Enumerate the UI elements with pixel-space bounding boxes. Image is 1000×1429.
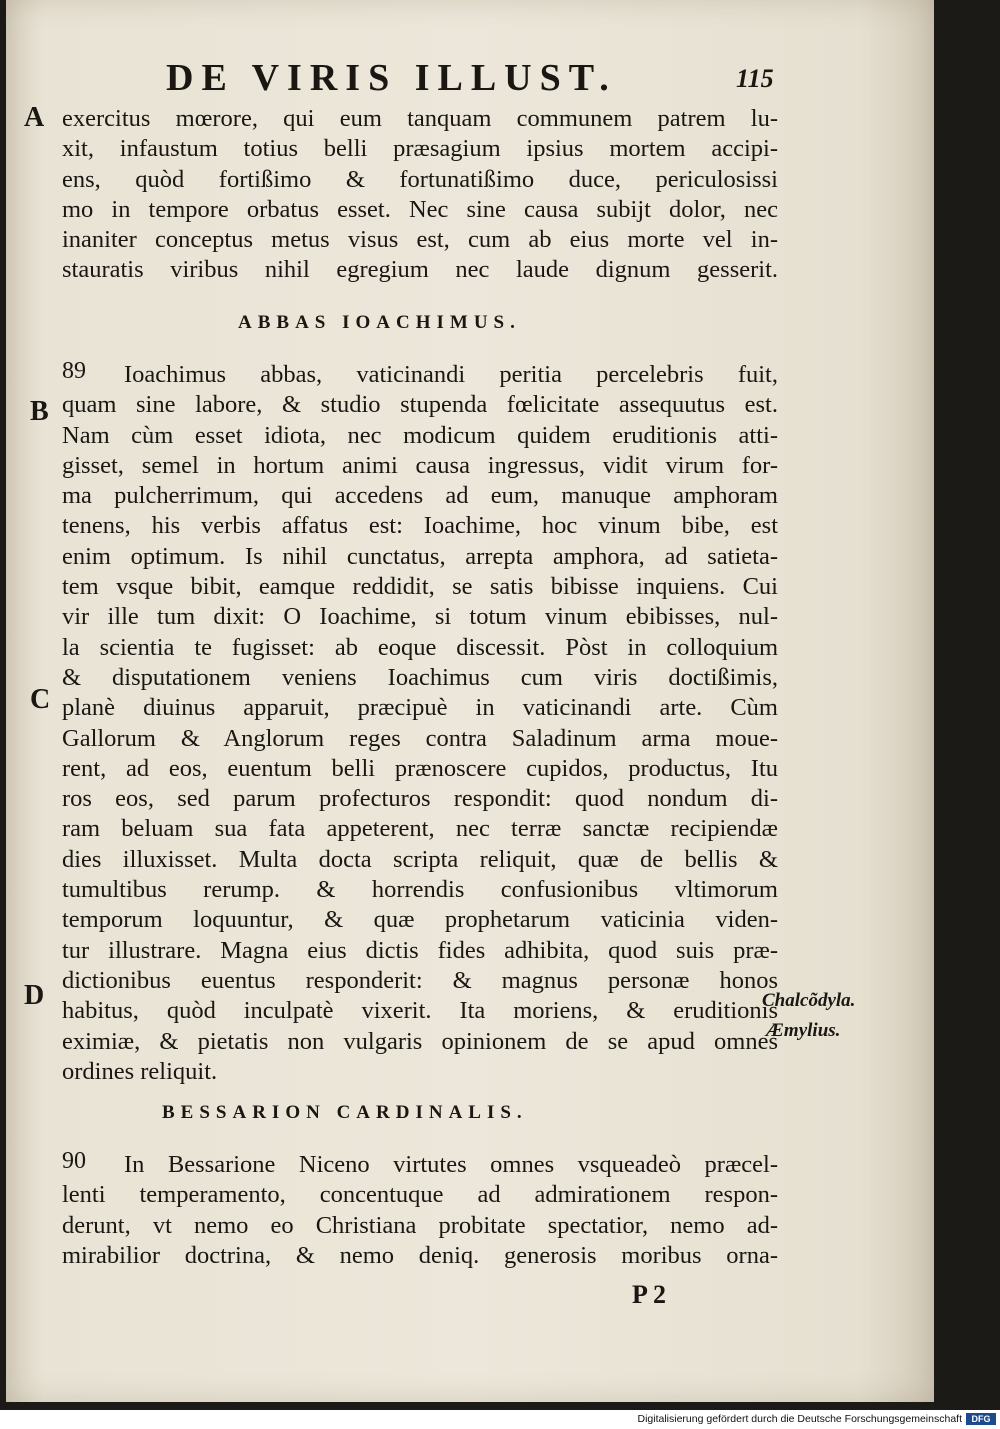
funding-credit: Digitalisierung gefördert durch die Deutsche Forschungsgemeinschaft (637, 1413, 962, 1425)
section-heading-bessarion-cardinalis: BESSARION CARDINALIS. (162, 1102, 528, 1123)
text-line: eximiæ, & pietatis non vulgaris opinionem de se apud omnes (62, 1027, 778, 1055)
text-line: ros eos, sed parum profecturos respondit: quod nondum di- (62, 785, 778, 813)
signature-mark: P 2 (632, 1280, 666, 1309)
text-line: stauratis viribus nihil egregium nec laude dignum gesserit. (62, 256, 778, 284)
text-line: quam sine labore, & studio stupenda fœlicitate assequutus est. (62, 391, 778, 419)
sidenote-chalcondyla: Chalcõdyla. (762, 990, 856, 1011)
section-heading-abbas-ioachimus: ABBAS IOACHIMUS. (238, 312, 521, 333)
text-line: inaniter conceptus metus visus est, cum ab eius morte vel in- (62, 226, 778, 254)
paragraph-block-2 (62, 360, 778, 1087)
sidenote-aemylius: Æmylius. (766, 1020, 841, 1041)
text-line: rent, ad eos, euentum belli prænoscere cupidos, productus, Itu (62, 754, 778, 782)
section-marker-b: B (30, 396, 49, 427)
text-line: In Bessarione Niceno virtutes omnes vsqueadeò præcel- (124, 1151, 778, 1178)
footer-bar (0, 1410, 1000, 1429)
text-line: Ioachimus abbas, vaticinandi peritia percelebris fuit, (124, 361, 778, 388)
text-line: mo in tempore orbatus esset. Nec sine causa subijt dolor, nec (62, 195, 778, 223)
text-line: planè diuinus apparuit, præcipuè in vaticinandi arte. Cùm (62, 694, 778, 722)
text-line: dictionibus euentus responderit: & magnus personæ honos (62, 966, 778, 994)
text-line: ram beluam sua fata appeterent, nec terræ sanctæ recipiendæ (62, 815, 778, 843)
text-line: la scientia te fugisset: ab eoque discessit. Pòst in colloquium (62, 633, 778, 661)
text-line: temporum loquuntur, & quæ prophetarum vaticinia viden- (62, 906, 778, 934)
running-head: DE VIRIS ILLUST. (166, 57, 617, 99)
text-line: ma pulcherrimum, qui accedens ad eum, manuque amphoram (62, 482, 778, 510)
text-line: tenens, his verbis affatus est: Ioachime, hoc vinum bibe, est (62, 512, 778, 540)
section-marker-c: C (30, 684, 51, 715)
section-marker-d: D (24, 980, 45, 1011)
text-line: vir ille tum dixit: O Ioachime, si totum vinum ebibisses, nul- (62, 603, 778, 631)
paragraph-block-3 (62, 1150, 778, 1271)
section-marker-a: A (24, 102, 45, 133)
text-line: derunt, vt nemo eo Christiana probitate spectatior, nemo ad- (62, 1211, 778, 1239)
text-line: tem vsque bibit, eamque reddidit, se satis bibisse inquiens. Cui (62, 573, 778, 601)
text-line: tur illustrare. Magna eius dictis fides adhibita, quod suis præ- (62, 936, 778, 964)
entry-number-89: 89 (62, 358, 86, 384)
text-line: dies illuxisset. Multa docta scripta reliquit, quæ de bellis & (62, 845, 778, 873)
text-line: tumultibus rerump. & horrendis confusionibus vltimorum (62, 876, 778, 904)
text-line: ens, quòd fortißimo & fortunatißimo duce, periculosissi (62, 165, 778, 193)
text-line: habitus, quòd inculpatè vixerit. Ita moriens, & eruditionis (62, 997, 778, 1025)
folio-number: 115 (736, 64, 774, 93)
text-line: exercitus mœrore, qui eum tanquam communem patrem lu- (62, 105, 778, 132)
text-line: & disputationem veniens Ioachimus cum viris doctißimis, (62, 663, 778, 691)
text-line: enim optimum. Is nihil cunctatus, arrepta amphora, ad satieta- (62, 542, 778, 570)
paragraph-block-1 (62, 104, 778, 286)
text-line: gisset, semel in hortum animi causa ingressus, vidit virum for- (62, 451, 778, 479)
dfg-logo: DFG (966, 1413, 996, 1425)
text-line: Nam cùm esset idiota, nec modicum quidem eruditionis atti- (62, 421, 778, 449)
text-line: xit, infaustum totius belli præsagium ipsius mortem accipi- (62, 135, 778, 163)
text-line: lenti temperamento, concentuque ad admirationem respon- (62, 1181, 778, 1209)
text-line: Gallorum & Anglorum reges contra Saladinum arma moue- (62, 724, 778, 752)
entry-number-90: 90 (62, 1148, 86, 1174)
text-line: mirabilior doctrina, & nemo deniq. generosis moribus orna- (62, 1241, 778, 1269)
book-page (6, 0, 934, 1402)
text-line: ordines reliquit. (62, 1057, 218, 1085)
